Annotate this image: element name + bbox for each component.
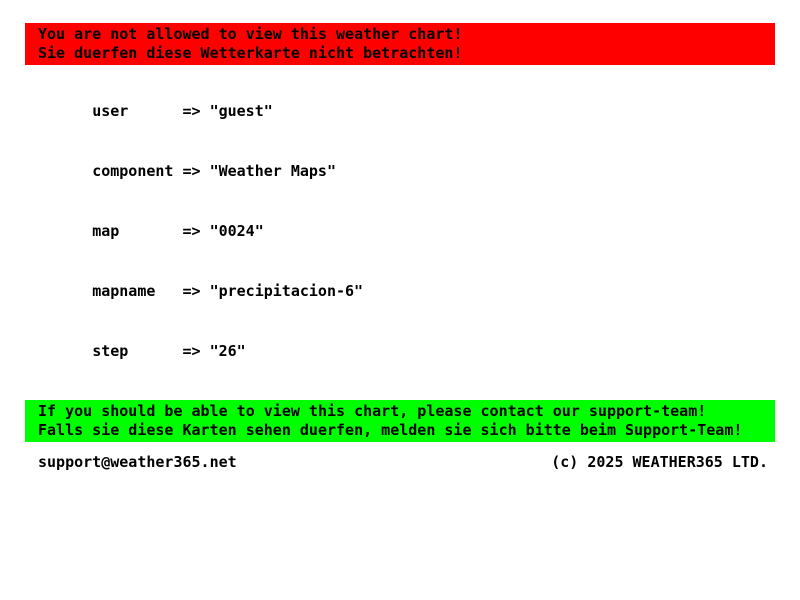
detail-key: step (92, 342, 129, 360)
page-content (25, 23, 775, 472)
copyright-notice: (c) 2025 WEATHER365 LTD. (551, 453, 768, 471)
detail-row-component (38, 141, 775, 201)
detail-value: "precipitacion-6" (209, 282, 364, 300)
info-message-line-1: If you should be able to view this chart, please contact our support-team! (38, 402, 707, 420)
error-message-line-2: Sie duerfen diese Wetterkarte nicht betrachten! (38, 44, 463, 62)
detail-key: component (92, 162, 174, 180)
detail-row-user (38, 81, 775, 141)
detail-row-step (38, 321, 775, 381)
detail-value: "guest" (209, 102, 273, 120)
info-message-line-2: Falls sie diese Karten sehen duerfen, melden sie sich bitte beim Support-Team! (38, 421, 743, 439)
error-banner (25, 23, 775, 65)
arrow-glyph: => (182, 102, 201, 120)
detail-key: user (92, 102, 129, 120)
footer (25, 452, 775, 472)
arrow-glyph: => (182, 222, 201, 240)
error-message-line-1: You are not allowed to view this weather chart! (38, 25, 463, 43)
detail-row-mapname (38, 261, 775, 321)
detail-key: map (92, 222, 120, 240)
info-banner (25, 400, 775, 442)
detail-value: "0024" (209, 222, 264, 240)
arrow-glyph: => (182, 282, 201, 300)
request-details (38, 81, 775, 381)
detail-value: "Weather Maps" (209, 162, 336, 180)
arrow-glyph: => (182, 342, 201, 360)
detail-row-map (38, 201, 775, 261)
detail-value: "26" (209, 342, 246, 360)
detail-key: mapname (92, 282, 156, 300)
arrow-glyph: => (182, 162, 201, 180)
support-email: support@weather365.net (38, 453, 237, 471)
